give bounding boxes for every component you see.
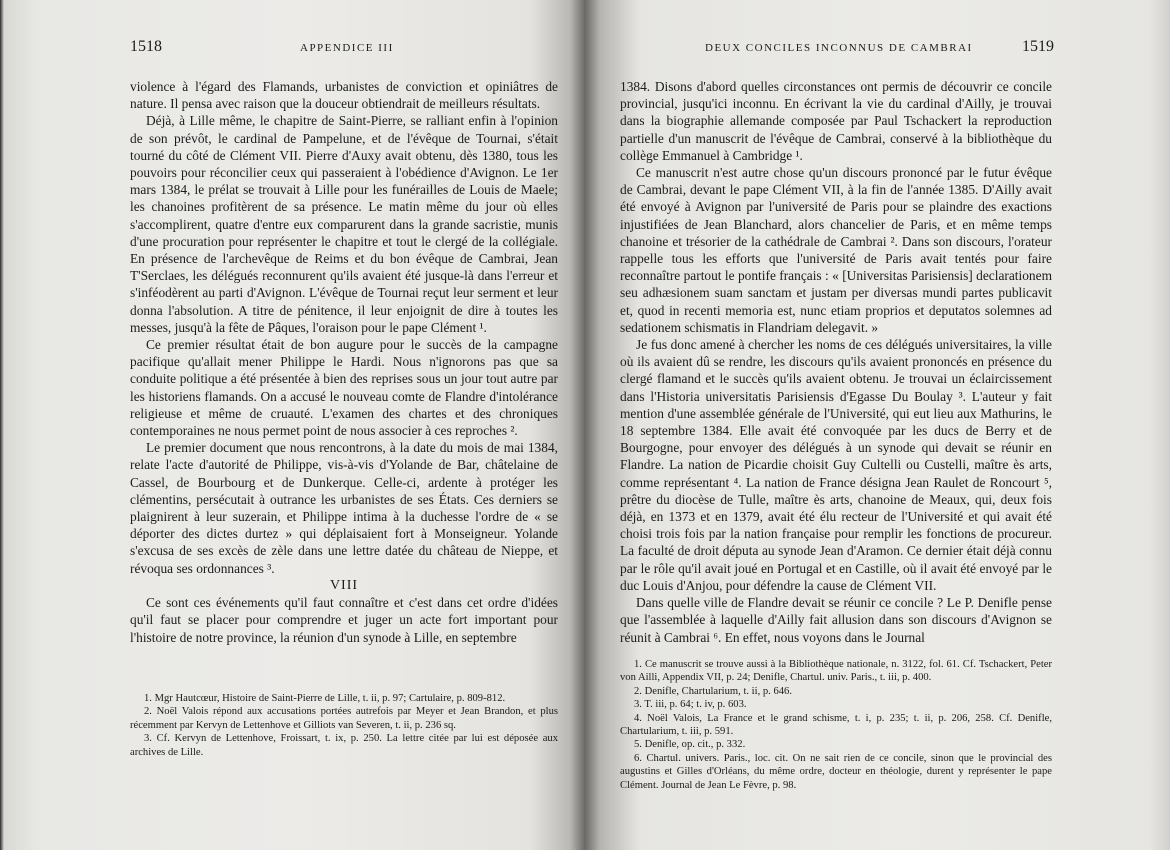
footnote: 1. Mgr Hautcœur, Histoire de Saint-Pierre de Lille, t. ii, p. 97; Cartulaire, p. 809-812. <box>144 693 506 704</box>
footnote: 3. Cf. Kervyn de Lettenhove, Froissart, t. ix, p. 250. La lettre citée par lui est déposée aux archives de Lille. <box>130 733 558 758</box>
footnotes <box>620 658 1052 792</box>
paragraph: 1384. Disons d'abord quelles circonstances ont permis de découvrir ce concile provincial, jusqu'ici inconnu. En écrivant la vie du cardinal d'Ailly, je trouvai dans la biographie allemande composée par Paul Tschackert la reproduction partielle d'un manuscrit de l'évêque de Cambrai, conservé à la bibliothèque du collège Emmanuel à Cambridge ¹. <box>620 79 1052 163</box>
paragraph: Ce manuscrit n'est autre chose qu'un discours prononcé par le futur évêque de Cambrai, devant le pape Clément VII, à la fin de l'année 1385. D'Ailly avait été envoyé à Avignon par l'université de Paris pour se plaindre des exactions injustifiées de Jean Blanchard, alors chancelier de Paris, et en même temps chanoine et trésorier de la cathédrale de Cambrai ². Dans son discours, l'orateur rappelle tous les efforts que l'université de Paris avait tentés pour faire reconnaître partout le pontife français : « [Universitas Parisiensis] declarationem seu adhæsionem suam sanctam et justam per diversas mundi partes publicavit et, quod in recenti memoria est, nunc etiam proprios et deputatos solemnes ad sedationem schismatis in Flandriam delegavit. » <box>620 165 1052 335</box>
page-number: 1519 <box>1022 38 1054 55</box>
body-text <box>130 78 558 646</box>
paragraph: Déjà, à Lille même, le chapitre de Saint-Pierre, se ralliant enfin à l'opinion de son prévôt, le cardinal de Pampelune, et de l'évêque de Tournai, s'était tourné du côté de Clément VII. Pierre d'Auxy avait obtenu, dès 1380, tous les pouvoirs pour réconcilier ceux qui passeraient à l'obédience d'Avignon. Le 1er mars 1384, le prélat se trouvait à Lille pour les funérailles de Louis de Maele; les chanoines profitèrent de sa présence. Le matin même du jour où elles s'accomplirent, quatre d'entre eux comparurent dans la grande sacristie, munis d'une procuration pour représenter le chapitre et tout le clergé de la collégiale. En présence de l'archevêque de Reims et du bon évêque de Cambrai, Jean T'Serclaes, les délégués reconnurent qu'ils avaient été jusque-là dans l'erreur et s'inféodèrent au parti d'Avignon. L'évêque de Tournai reçut leur serment et leur donna l'absolution. A titre de pénitence, il leur enjoignit de dire à toutes les messes, jusqu'à la fête de Pâques, l'oraison pour le pape Clément ¹. <box>130 113 558 335</box>
footnote: 2. Noël Valois répond aux accusations portées autrefois par Meyer et Jean Brandon, et plus récemment par Kervyn de Lettenhove et Gilliots van Severen, t. ii, p. 236 sq. <box>130 706 558 731</box>
footnote: 2. Denifle, Chartularium, t. ii, p. 646. <box>634 685 792 697</box>
running-head: DEUX CONCILES INCONNUS DE CAMBRAI <box>705 42 973 54</box>
footnote: 6. Chartul. univers. Paris., loc. cit. On ne sait rien de ce concile, sinon que le provincial des augustins et Gilles d'Orléans, du même ordre, docteur en théologie, durent y représenter le pape Clément. Journal de Jean Le Fèvre, p. 98. <box>620 752 1052 791</box>
footnote: 4. Noël Valois, La France et le grand schisme, t. i, p. 235; t. ii, p. 206, 258. Cf. Denifle, Chartularium, t. iii, p. 591. <box>620 712 1052 738</box>
page-number: 1518 <box>130 38 162 55</box>
section-title: VIII <box>329 577 359 593</box>
paragraph: Ce premier résultat était de bon augure pour le succès de la campagne pacifique qu'allait mener Philippe le Hardi. Nous n'ignorons pas que sa conduite politique a été présentée à bien des reprises sous un jour tout autre par les historiens flamands. On a accusé le nouveau comte de Flandre d'intolérance religieuse et même de cruauté. L'examen des chartes et des chroniques contemporaines ne nous permet point de nous associer à ces reproches ². <box>130 337 558 439</box>
footnote: 1. Ce manuscrit se trouve aussi à la Bibliothèque nationale, n. 3122, fol. 61. Cf. Tschackert, Peter von Ailli, Appendix VII, p. 24; Denifle, Chartul. univ. Paris., t. iii, p. 400. <box>620 659 1052 684</box>
paragraph: Je fus donc amené à chercher les noms de ces délégués universitaires, la ville où ils avaient dû se rendre, les discours qu'ils avaient prononcés en présence du clergé flamand et le succès qu'ils avaient obtenu. Je trouvai un éclaircissement dans l'Historia universitatis Parisiensis d'Egasse Du Boulay ³. L'auteur y fait mention d'une assemblée générale de l'Université, qui eut lieu aux Mathurins, le 18 septembre 1384. Elle avait été convoquée par les ducs de Berry et de Bourgogne, pour envoyer des délégués à un synode qui devait se réunir en Flandre. La nation de Picardie choisit Guy Cultelli ou Custelli, maître ès arts, comme représentant ⁴. La nation de France désigna Jean Raulet de Roncourt ⁵, prêtre du diocèse de Tulle, maître ès arts, chanoine de Meaux, qui, deux fois déjà, en 1373 et en 1379, avait été élu recteur de l'Université et qui avait été choisi trois fois par la nation française pour remplir les fonctions de procureur. La faculté de droit députa au synode Jean d'Aramon. Ce dernier était déjà connu par le rôle qu'il avait joué en Portugal et en Castille, où il avait été envoyé par le duc Louis d'Anjou, pour défendre la cause de Clément VII. <box>620 337 1052 593</box>
right-page <box>585 0 1170 850</box>
body-text <box>620 78 1052 646</box>
footnote: 5. Denifle, op. cit., p. 332. <box>634 739 746 751</box>
paragraph: Le premier document que nous rencontrons, à la date du mois de mai 1384, relate l'acte d'autorité de Philippe, vis-à-vis d'Yolande de Bar, châtelaine de Cassel, de Bourbourg et de Dunkerque. Celle-ci, ardente à protéger les clémentins, persécutait à outrance les urbanistes de ses États. Ces derniers se plaignirent à leur suzerain, et Philippe intima à la duchesse l'ordre de « se déporter des dictes durtez » qui déplaisaient fort à Monseigneur. Yolande s'excusa de ses excès de zèle dans une lettre datée du château de Nieppe, et révoqua ses ordonnances ³. <box>130 440 558 576</box>
paragraph: Ce sont ces événements qu'il faut connaître et c'est dans cet ordre d'idées qu'il faut se placer pour comprendre et juger un acte fort important pour l'histoire de notre province, la réunion d'un synode à Lille, en septembre <box>130 595 558 645</box>
paragraph: violence à l'égard des Flamands, urbanistes de conviction et opiniâtres de nature. Il pensa avec raison que la douceur obtiendrait de meilleurs résultats. <box>130 79 558 112</box>
running-head: APPENDICE III <box>300 42 394 54</box>
footnotes <box>130 692 558 759</box>
paragraph: Dans quelle ville de Flandre devait se réunir ce concile ? Le P. Denifle pense que l'assemblée à laquelle d'Ailly fait allusion dans son discours d'Avignon se réunit à Cambrai ⁶. En effet, nous voyons dans le Journal <box>620 595 1052 645</box>
footnote: 3. T. iii, p. 64; t. iv, p. 603. <box>634 699 747 711</box>
